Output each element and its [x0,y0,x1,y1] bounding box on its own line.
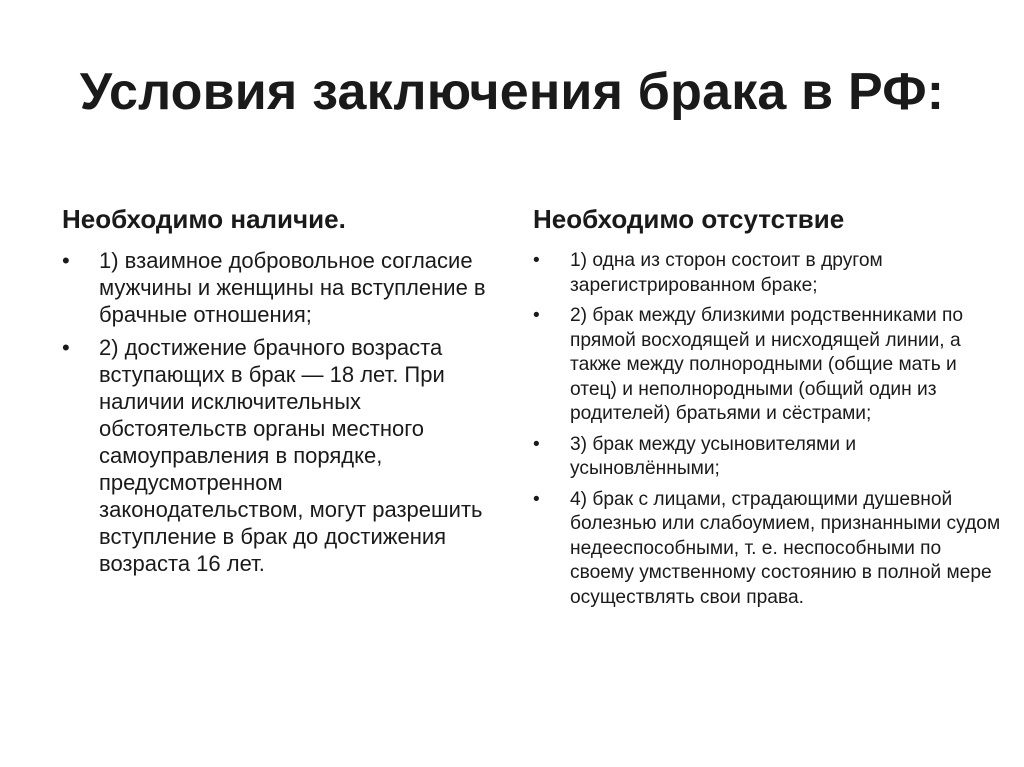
list-item-text: 3) брак между усыновителями и усыновлёнными; [570,433,857,479]
presence-list [62,247,492,577]
absence-list [533,249,1003,610]
bullet-icon: • [533,433,540,455]
list-item-text: 2) брак между близкими родственниками по прямой восходящей и нисходящей линии, а также между полнородными (общие мать и отец) и неполнородными (общий один из родителей) братьями и сёстрами; [570,305,964,424]
bullet-icon: • [62,248,70,273]
column-heading-absence: Необходимо отсутствие [533,204,845,234]
list-item-text: 2) достижение брачного возраста вступающих в брак — 18 лет. При наличии исключительных обстоятельств органы местного самоуправления в порядке, предусмотренном законодательством, могут разрешить вступление в брак до достижения возраста 16 лет. [99,335,483,576]
list-item [62,247,492,328]
list-item-text: 1) взаимное добровольное согласие мужчины и женщины на вступление в брачные отношения; [99,248,486,327]
list-item [533,249,1003,298]
bullet-icon: • [533,250,540,271]
list-item [533,488,1003,611]
bullet-icon: • [62,335,70,360]
list-item [533,304,1003,427]
slide-title: Условия заключения брака в РФ: [79,63,945,121]
bullet-icon: • [533,305,540,326]
bullet-icon: • [533,488,540,510]
list-item [62,334,492,577]
list-item-text: 4) брак с лицами, страдающими душевной болезнью или слабоумием, признанными судом недееспособными, т. е. неспособными по своему умственному состоянию в полной мере осуществлять свои права. [570,488,1001,608]
column-required-absence [533,196,1003,616]
list-item-text: 1) одна из сторон состоит в другом зарегистрированном браке; [570,250,883,296]
column-heading-presence: Необходимо наличие. [62,204,346,234]
list-item [533,433,1003,482]
column-required-presence [62,196,492,583]
